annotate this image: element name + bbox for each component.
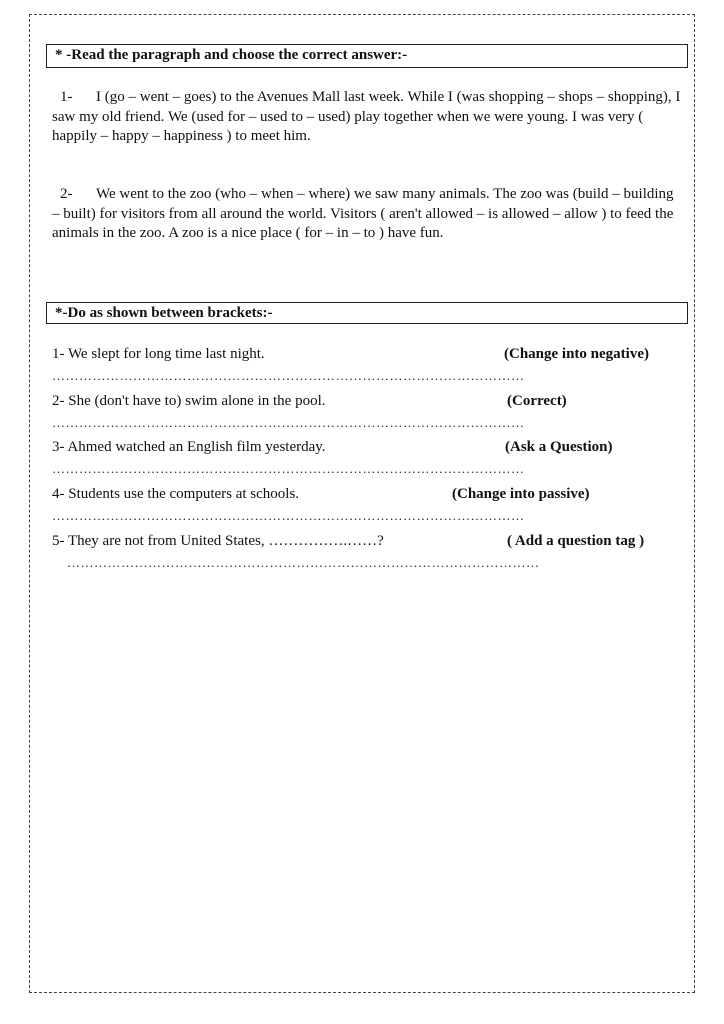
exercise-instruction: ( Add a question tag ) [507, 533, 645, 549]
page-border [29, 14, 695, 993]
section2-header: *-Do as shown between brackets:- [46, 302, 688, 324]
paragraph-1-text: I (go – went – goes) to the Avenues Mall last week. While I (was shopping – shops – shopping), I saw my old friend. We (used for – used to – used) play together when we were young. I was very ( happily – happy – happiness ) to meet him. [52, 89, 681, 144]
answer-line[interactable]: …………………………………………………………………………………………… [52, 461, 525, 476]
exercise-instruction: (Change into negative) [504, 346, 649, 362]
section1-header: * -Read the paragraph and choose the correct answer:- [46, 44, 688, 68]
answer-line[interactable]: …………………………………………………………………………………………… [52, 368, 525, 383]
exercise-question: 1- We slept for long time last night. [52, 346, 265, 362]
exercise-instruction: (Change into passive) [452, 486, 590, 502]
paragraph-1 [52, 88, 682, 147]
answer-line[interactable]: …………………………………………………………………………………………… [52, 508, 525, 523]
paragraph-2-number: 2- [60, 186, 73, 202]
exercise-question: 5- They are not from United States, …………….……? [52, 533, 384, 549]
exercise-question: 2- She (don't have to) swim alone in the pool. [52, 393, 326, 409]
exercise-instruction: (Correct) [507, 393, 567, 409]
paragraph-2-text: We went to the zoo (who – when – where) we saw many animals. The zoo was (build – building – built) for visitors from all around the world. Visitors ( aren't allowed – is allowed – allow ) to feed the animals in the zoo. A zoo is a nice place ( for – in – to ) have fun. [52, 186, 674, 241]
exercise-question: 3- Ahmed watched an English film yesterday. [52, 439, 326, 455]
answer-line[interactable]: …………………………………………………………………………………………… [52, 415, 525, 430]
paragraph-2 [52, 185, 682, 244]
exercise-instruction: (Ask a Question) [505, 439, 613, 455]
exercise-question: 4- Students use the computers at schools. [52, 486, 300, 502]
answer-line[interactable]: …………………………………………………………………………………………… [67, 555, 540, 570]
paragraph-1-number: 1- [60, 89, 73, 105]
